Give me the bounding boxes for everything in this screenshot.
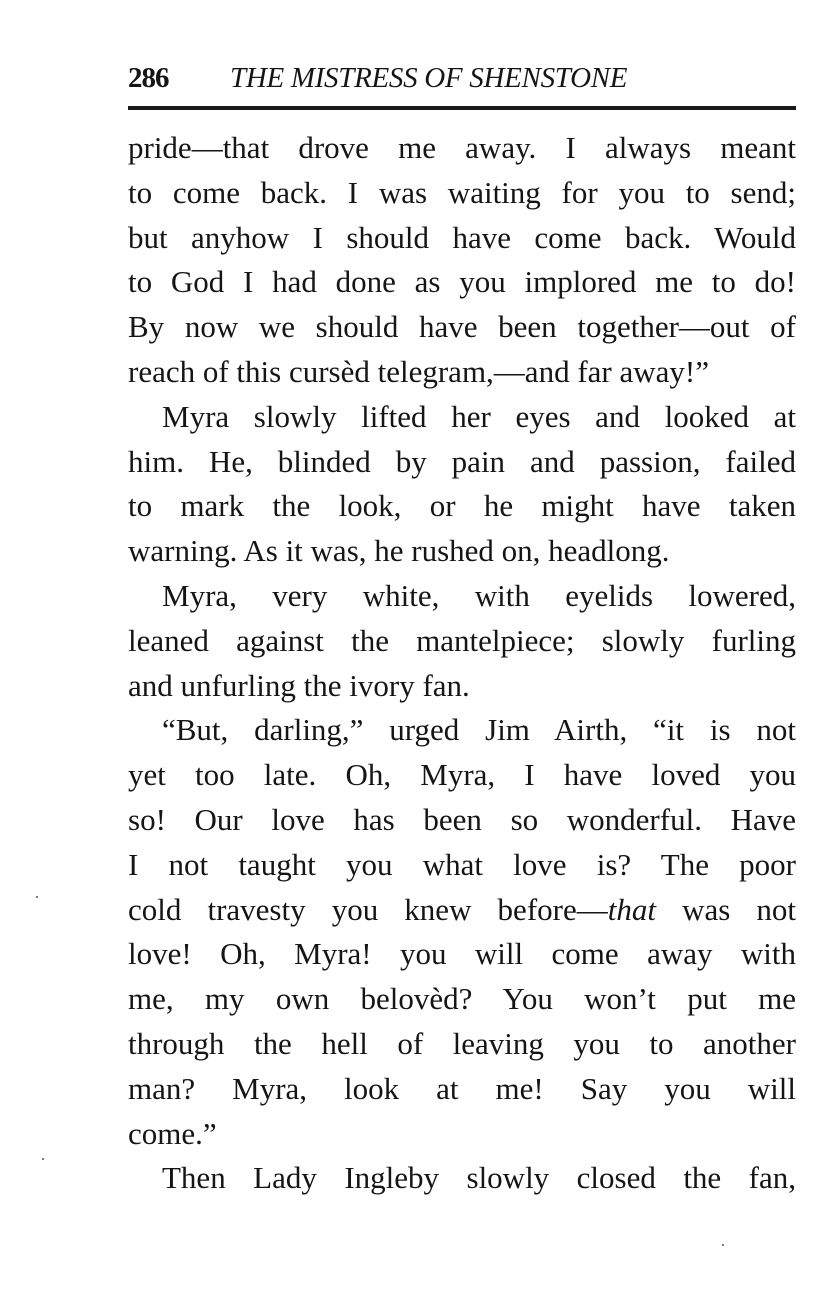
text-line: to mark the look, or he might have taken [128, 488, 796, 524]
text-line: “But, darling,” urged Jim Airth, “it is not [162, 712, 796, 748]
text-line: but anyhow I should have come back. Would [128, 219, 796, 255]
running-head [128, 58, 796, 98]
text-line: man? Myra, look at me! Say you will [128, 1070, 796, 1106]
text-line: Myra, very white, with eyelids lowered, [162, 577, 796, 613]
text-line: so! Our love has been so wonderful. Have [128, 801, 796, 837]
text-line [128, 888, 796, 933]
text-line: love! Oh, Myra! you will come away with [128, 936, 796, 972]
text-line: to God I had done as you implored me to do! [128, 264, 796, 300]
text-line: through the hell of leaving you to another [128, 1025, 796, 1061]
page-number: 286 [128, 62, 169, 94]
text-run: was not [655, 891, 796, 927]
text-run: cold travesty you knew before— [128, 891, 608, 927]
text-line: Then Lady Ingleby slowly closed the fan, [162, 1160, 796, 1196]
text-line: to come back. I was waiting for you to send; [128, 174, 796, 210]
text-line: leaned against the mantelpiece; slowly furling [128, 622, 796, 658]
paper-speck [36, 896, 38, 898]
text-line: come.” [128, 1115, 217, 1151]
text-line: Myra slowly lifted her eyes and looked at [162, 398, 796, 434]
text-line: I not taught you what love is? The poor [128, 846, 796, 882]
text-line: him. He, blinded by pain and passion, failed [128, 443, 796, 479]
text-line: pride—that drove me away. I always meant [128, 130, 796, 165]
emphasis-that: that [607, 891, 656, 927]
header-rule [128, 106, 796, 110]
text-line: warning. As it was, he rushed on, headlong. [128, 533, 670, 569]
text-line: reach of this cursèd telegram,—and far away!” [128, 353, 709, 389]
paper-speck [722, 1244, 724, 1246]
text-line: and unfurling the ivory fan. [128, 667, 470, 703]
text-line: By now we should have been together—out of [128, 309, 796, 345]
text-line: me, my own belovèd? You won’t put me [128, 981, 796, 1017]
body-text [128, 126, 796, 1201]
running-title: THE MISTRESS OF SHENSTONE [230, 62, 628, 94]
text-line: yet too late. Oh, Myra, I have loved you [128, 757, 796, 793]
paper-speck [42, 1158, 44, 1160]
